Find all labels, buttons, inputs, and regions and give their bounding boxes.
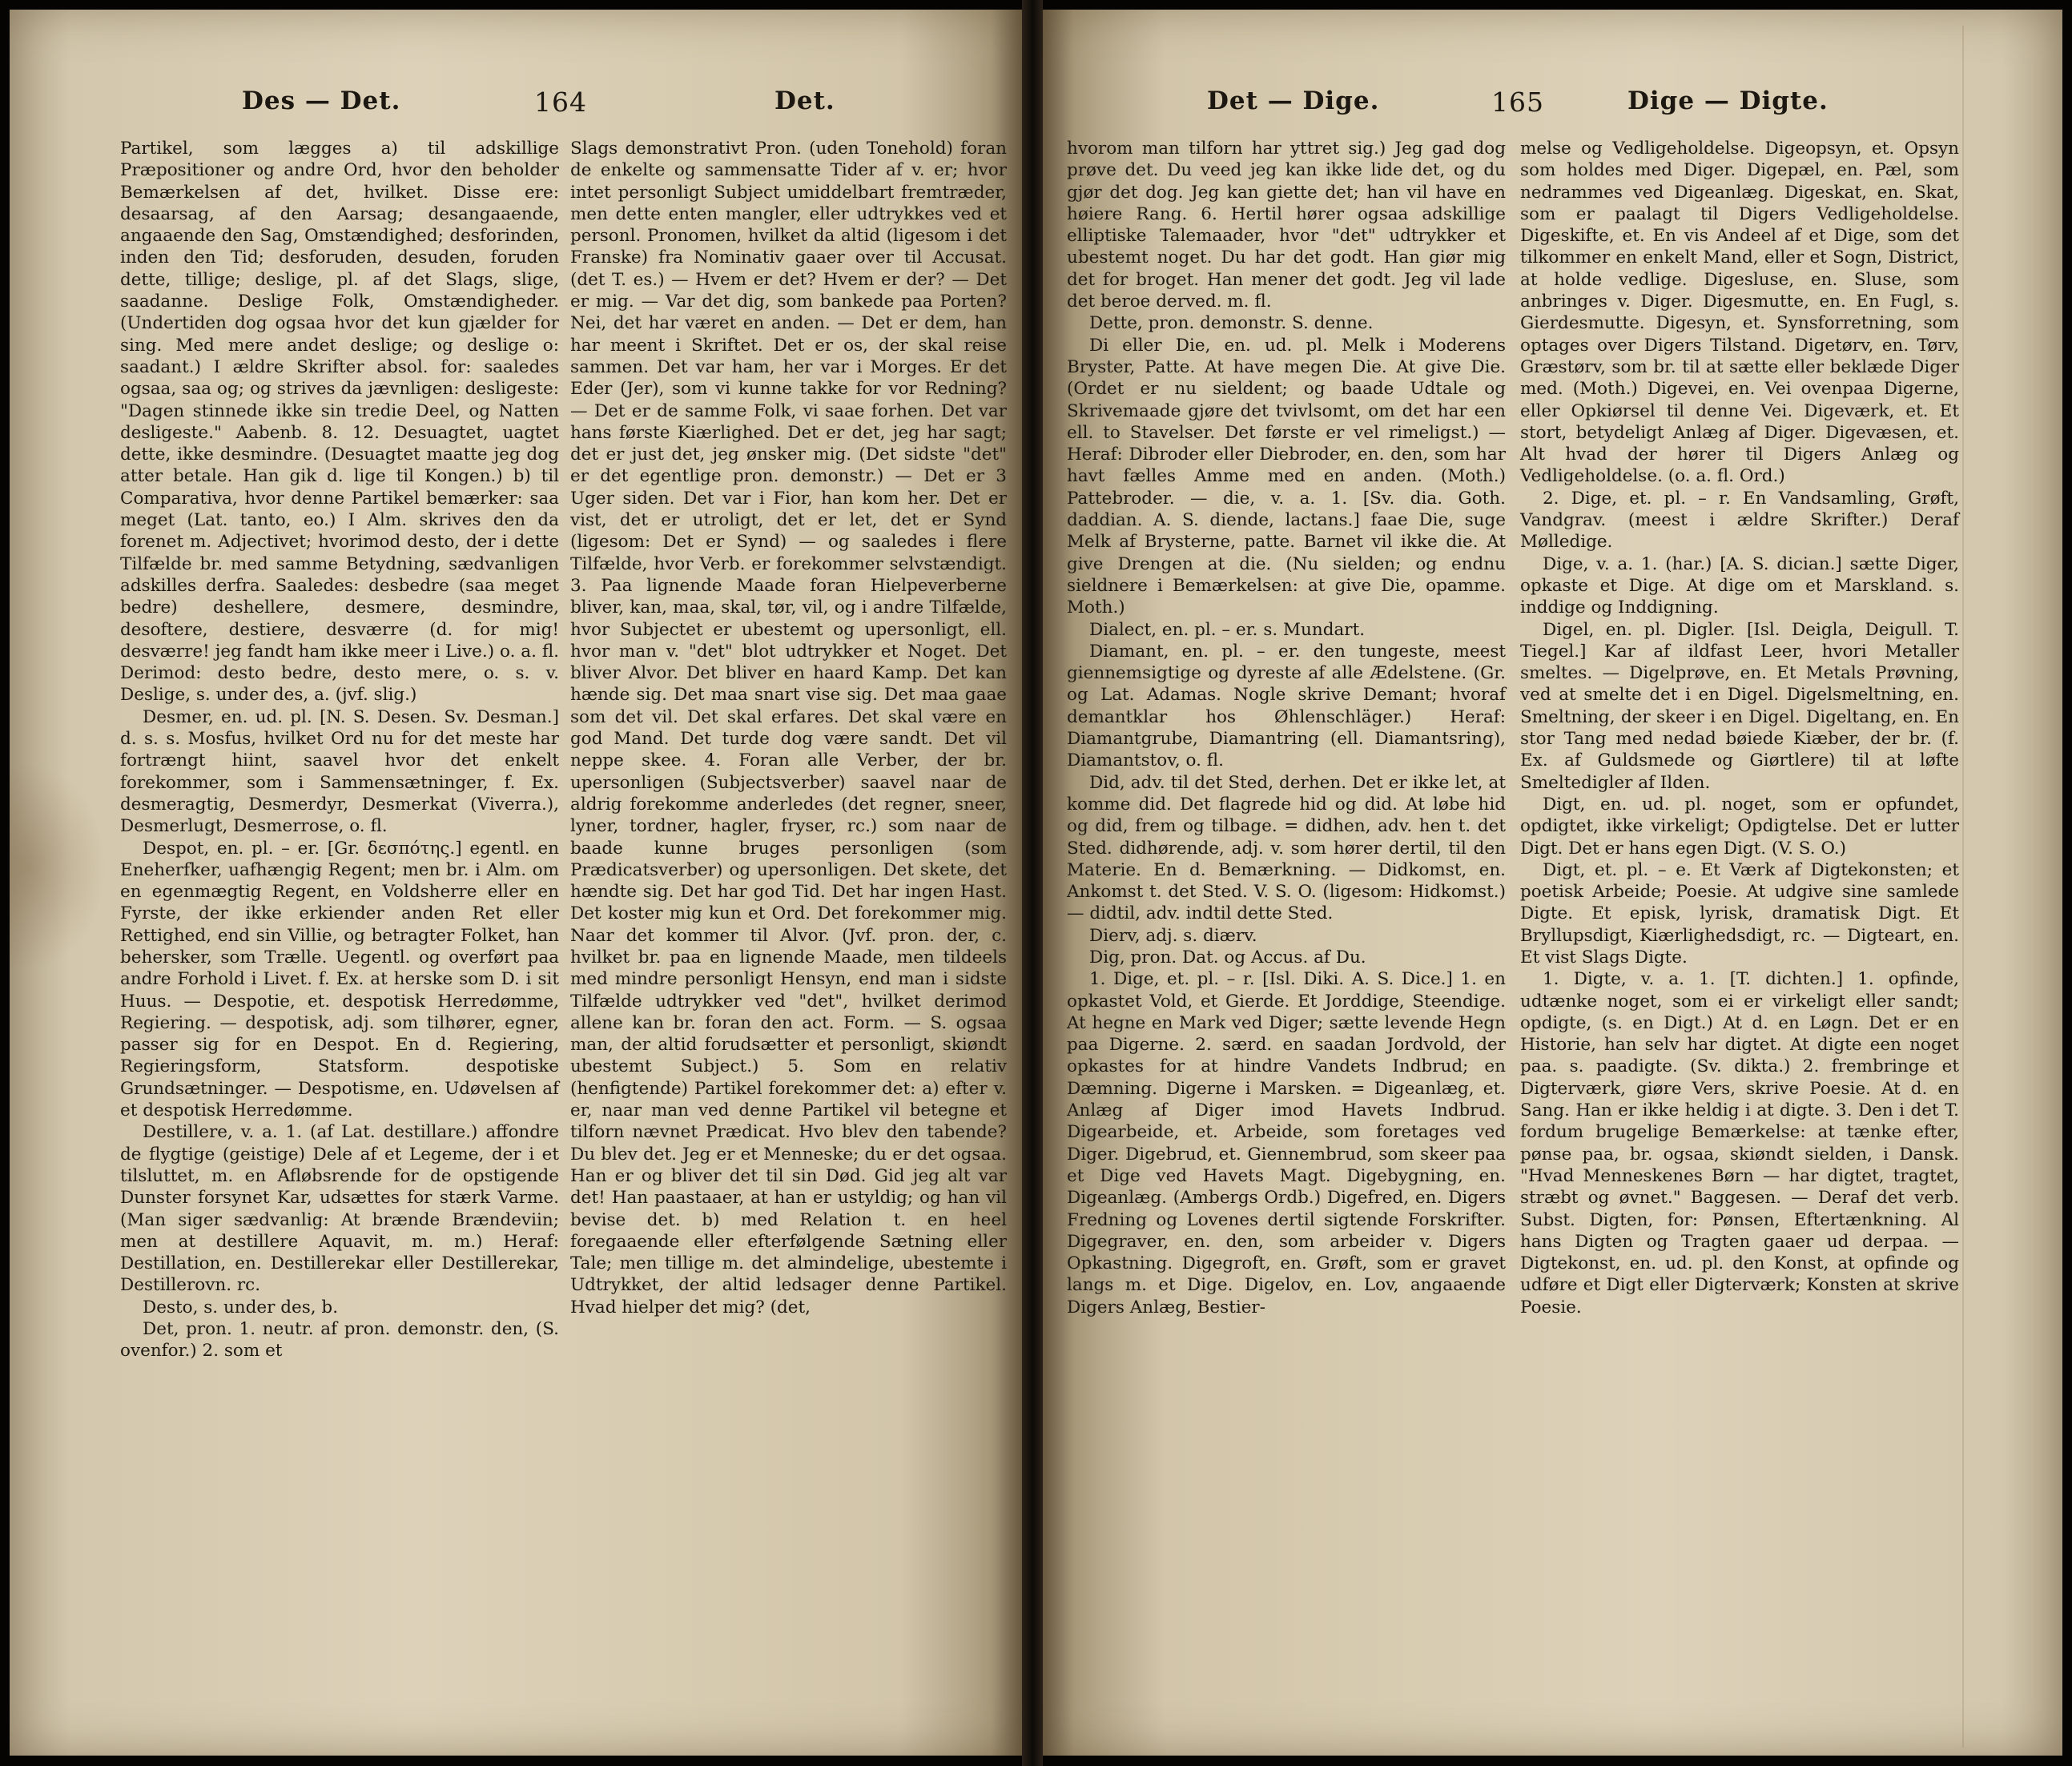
entry-text: Destillere, v. a. 1. (af Lat. destillare.) affondre de flygtige (geistige) Dele af et Legeme, der i et tilsluttet, m. en Afløbsrende for de opstigende Dunster forsynet Kar, udsættes for stærk Varme. (Man siger sædvanlig: At brænde Brændeviin; men at destillere Aquavit, m. m.) Heraf: Destillation, en. Destillerekar eller Destillerekar, Destillerovn. rc.: [120, 1122, 559, 1296]
running-head-right: Det.: [774, 86, 835, 115]
right-page: [1043, 10, 2062, 1756]
entry-text: Dialect, en. pl. – er. s. Mundart.: [1089, 619, 1366, 640]
page-header-right: [1043, 86, 2062, 125]
running-head-left: Det — Dige.: [1207, 86, 1380, 115]
page-number: 165: [1491, 86, 1544, 118]
entry-text: Did, adv. til det Sted, derhen. Det er ikke let, at komme did. Det flagrede hid og did. At løbe hid og did, frem og tilbage. = didhen, adv. hen t. det Sted. didhørende, adj. v. som hører dertil, til den Materie. En d. Bemærkning. — Didkomst, en. Ankomst t. det Sted. V. S. O. (ligesom: Hidkomst.) — didtil, adv. indtil dette Sted.: [1067, 772, 1506, 924]
entry-text: Diamant, en. pl. – er. den tungeste, meest giennemsigtige og dyreste af alle Ædelstene. (Gr. og Lat. Adamas. Nogle skrive Demant; hvoraf demantklar hos Øhlenschläger.) Heraf: Diamantgrube, Diamantring (ell. Diamantsring), Diamantstov, o. fl.: [1067, 641, 1506, 771]
text-column: [1520, 138, 1959, 1318]
entry-text: melse og Vedligeholdelse. Digeopsyn, et. Opsyn som holdes med Diger. Digepæl, en. Pæl, som nedrammes ved Digeanlæg. Digeskat, en. Skat, som er paalagt til Digers Vedligeholdelse. Digeskifte, et. En vis Andeel af et Dige, som det tilkommer en enkelt Mand, eller et Sogn, District, at holde vedlige. Digesluse, en. Sluse, som anbringes v. Diger. Digesmutte, en. En Fugl, s. Gierdesmutte. Digesyn, et. Synsforretning, som optages over Digers Tilstand. Digetørv, en. Tørv, Græstørv, som br. til at sætte eller beklæde Diger med. (Moth.) Digevei, en. Vei ovenpaa Digerne, eller Opkiørsel til denne Vei. Digeværk, et. Et stort, betydeligt Anlæg af Diger. Digevæsen, et. Alt hvad der hører til Digers Anlæg og Vedligeholdelse. (o. a. fl. Ord.): [1520, 139, 1959, 487]
book-gutter: [1022, 0, 1043, 1766]
entry-text: Slags demonstrativt Pron. (uden Tonehold) foran de enkelte og sammensatte Tider af v. er; hvor intet personligt Subject umiddelbart fremtræder, men dette enten mangler, eller udtrykkes ved et personl. Pronomen, hvilket da altid (ligesom i det Franske) fra Nominativ gaaer over til Accusat. (det T. es.) — Hvem er det? Hvem er der? — Det er mig. — Var det dig, som bankede paa Porten? Nei, det har været en anden. — Det er dem, han har meent i Skriftet. Det er os, der skal reise sammen. Det var ham, her var i Morges. Er det Eder (Jer), som vi kunne takke for vor Redning? — Det er de samme Folk, vi saae forhen. Det var hans første Kiærlighed. Det er det, jeg har sagt; det er just det, jeg ønsker mig. (Det sidste "det" er det egentlige pron. demonstr.) — Det er 3 Uger siden. Det var i Fior, han kom her. Det er vist, det er utroligt, det er let, det er Synd (ligesom: Det er Synd) — og saaledes i flere Tilfælde, hvor Verb. er forekommer selvstændigt. 3. Paa lignende Maade foran Hielpeverberne bliver, kan, maa, skal, tør, vil, og i andre Tilfælde, hvor Subjectet er ubestemt og upersonligt, ell. hvor man v. "det" blot udtrykker et Noget. Det bliver Alvor. Det bliver en haard Kamp. Det kan hænde sig. Det maa snart vise sig. Det maa gaae som det vil. Det skal erfares. Det skal være en god Mand. Det turde dog være sandt. Det vil neppe skee. 4. Foran alle Verber, der br. upersonligen (Subjectsverber) saavel naar de aldrig forekomme anderledes (det regner, sneer, lyner, tordner, hagler, fryser, rc.) som naar de baade kunne bruges personligen (som Prædicatsverber) og upersonligen. Det skete, det hændte sig. Det har god Tid. Det har ingen Hast. Det koster mig kun et Ord. Det forekommer mig. Naar det kommer til Alvor. (Jvf. pron. der, c. hvilket br. paa en lignende Maade, men tildeels med mindre personligt Hensyn, end man i sidste Tilfælde udtrykker ved "det", hvilket derimod allene kan br. foran den act. Form. — S. ogsaa man, der altid forudsætter et personligt, skiøndt ubestemt Subject.) 5. Som en relativ (henfigtende) Partikel forekommer det: a) efter v. er, naar man ved denne Partikel vil betegne et tilforn nævnet Prædicat. Hvo blev den tabende? Du blev det. Jeg er et Menneske; du er det ogsaa. Han er og bliver det til sin Død. Gid jeg alt var det! Han paastaaer, at han er ustyldig; og han vil bevise det. b) med Relation t. en heel foregaaende eller efterfølgende Sætning eller Tale; men tillige m. det almindelige, ubestemte i Udtrykket, der altid ledsager denne Partikel. Hvad hielper det mig? (det,: [570, 139, 1007, 1317]
left-page: [10, 10, 1022, 1756]
text-column: [1067, 138, 1506, 1318]
entry-text: 2. Dige, et. pl. – r. En Vandsamling, Grøft, Vandgrav. (meest i ældre Skrifter.) Deraf Mølledige.: [1520, 488, 1959, 553]
running-head-left: Des — Det.: [242, 86, 401, 115]
entry-text: Digt, et. pl. – e. Et Værk af Digtekonsten; et poetisk Arbeide; Poesie. At udgive sine samlede Digte. Et episk, lyrisk, dramatisk Digt. Et Bryllupsdigt, Kiærlighedsdigt, rc. — Digteart, en. Et vist Slags Digte.: [1520, 859, 1959, 967]
page-header-left: [10, 86, 1022, 125]
entry-text: Det, pron. 1. neutr. af pron. demonstr. den, (S. ovenfor.) 2. som et: [120, 1319, 559, 1362]
running-head-right: Dige — Digte.: [1627, 86, 1829, 115]
entry-text: 1. Digte, v. a. 1. [T. dichten.] 1. opfinde, udtænke noget, som ei er virkeligt eller sandt; opdigte, (s. en Digt.) At d. en Løgn. Det er en Historie, han selv har digtet. At digte een noget paa. s. paadigte. (Sv. diktа.) 2. frembringe et Digterværk, giøre Vers, skrive Poesie. At d. en Sang. Han er ikke heldig i at digte. 3. Den i det T. fordum brugelige Bemærkelse: at tænke efter, pønse paa, br. ogsaa, skiøndt sielden, i Dansk. "Hvad Menneskenes Børn — har digtet, tragtet, stræbt og øvnet." Baggesen. — Deraf det verb. Subst. Digten, for: Pønsen, Eftertænkning. Al hans Digten og Tragten gaaer ud derpaa. — Digtekonst, en. ud. pl. den Konst, at opfinde og udføre et Digt eller Digterværk; Konsten at skrive Poesie.: [1520, 969, 1959, 1317]
entry-text: Dette, pron. demonstr. S. denne.: [1089, 313, 1374, 334]
entry-text: Dige, v. a. 1. (har.) [A. S. dician.] sætte Diger, opkaste et Dige. At dige om et Marskland. s. inddige og Inddigning.: [1520, 553, 1959, 618]
text-column: [120, 138, 559, 1362]
page-number: 164: [534, 86, 587, 118]
entry-text: Di eller Die, en. ud. pl. Melk i Moderens Bryster, Patte. At have megen Die. At give Die. (Ordet er nu sieldent; og baade Udtale og Skrivemaade gjøre det tvivlsomt, om det har een ell. to Stavelser. Det første er vel rimeligst.) — Heraf: Dibroder eller Diebroder, en. den, som har havt fælles Amme med en anden. (Moth.) Pattebroder. — die, v. a. 1. [Sv. dia. Goth. daddian. A. S. diende, lactans.] faae Die, suge Melk af Brysterne, patte. Barnet vil ikke die. At give Drengen at die. (Nu sielden; og endnu sieldnere i Bemærkelsen: at give Die, opamme. Moth.): [1067, 335, 1506, 618]
entry-text: Digel, en. pl. Digler. [Isl. Deigla, Deigull. T. Tiegel.] Kar af ildfast Leer, hvori Metaller smeltes. — Digelprøve, en. Et Metals Prøvning, ved at smelte det i en Digel. Digelsmeltning, en. Smeltning, der skeer i en Digel. Digeltang, en. En stor Tang med nedad bøiede Kiæber, der br. (f. Ex. af Guldsmede og Giørtlere) til at løfte Smeltedigler af Ilden.: [1520, 619, 1959, 793]
entry-text: Desto, s. under des, b.: [143, 1297, 339, 1317]
entry-text: Despot, en. pl. – er. [Gr. δεσπότης.] egentl. en Eneherfker, uafhængig Regent; men br. i Alm. om en egenmægtig Regent, en Voldsherre eller en Fyrste, der ikke erkiender anden Ret eller Rettighed, end sin Villie, og betragter Folket, han behersker, som Trælle. Uegentl. og overført paa andre Forhold i Livet. f. Ex. at herske som D. i sit Huus. — Despotie, et. despotisk Herredømme, Regiering. — despotisk, adj. som tilhører, egner, passer sig for en Despot. En d. Regiering, Regieringsform, Statsform. despotiske Grundsætninger. — Despotisme, en. Udøvelsen af et despotisk Herredømme.: [120, 838, 559, 1121]
page-crease: [1962, 26, 1964, 1748]
entry-text: 1. Dige, et. pl. – r. [Isl. Diki. A. S. Dice.] 1. en opkastet Vold, et Gierde. Et Jorddige, Steendige. At hegne en Mark ved Diger; sætte levende Hegn paa Digerne. 2. særd. en saadan Jordvold, der opkastes for at hindre Vandets Indbrud; en Dæmning. Digerne i Marsken. = Digeanlæg, et. Anlæg af Diger imod Havets Indbrud. Digearbeide, et. Arbeide, som foretages ved Diger. Digebrud, et. Giennembrud, som skeer paa et Dige ved Havets Magt. Digebygning, en. Digeanlæg. (Ambergs Ordb.) Digefred, en. Digers Fredning og Lovenes dertil sigtende Forskrifter. Digegraver, en. den, som arbeider v. Digers Opkastning. Digegroft, en. Grøft, som er gravet langs m. et Dige. Digelov, en. Lov, angaaende Digers Anlæg, Bestier-: [1067, 969, 1506, 1317]
entry-text: Partikel, som lægges a) til adskillige Præpositioner og andre Ord, hvor den beholder Bemærkelsen af det, hvilket. Disse ere: desaarsag, af den Aarsag; desangaaende, angaaende den Sag, Omstændighed; desforinden, inden den Tid; desforuden, desuden, foruden dette, tillige; deslige, pl. af det Slags, slige, saadanne. Deslige Folk, Omstændigheder. (Undertiden dog ogsaa hvor det kun gjælder for sing. Med mere andet deslige; og deslige o: saadant.) I ældre Skrifter absol. for: saaledes ogsaa, saa og; og strives da jævnligen: desligeste: "Dagen stinnede ikke sin tredie Deel, og Natten desligeste." Aabenb. 8. 12. Desuagtet, uagtet dette, ikke desmindre. (Desuagtet maatte jeg dog atter betale. Han gik d. lige til Kongen.) b) til Comparativa, hvor denne Partikel bemærker: saa meget (Lat. tanto, eo.) I Alm. skrives den da forenet m. Adjectivet; hvorimod desto, der i dette Tilfælde br. med samme Betydning, sædvanligen adskilles derfra. Saaledes: desbedre (saa meget bedre) deshellere, desmere, desmindre, desoftere, destiere, desværre (d. for mig! desværre! jeg fandt ham ikke meer i Live.) o. a. fl. Derimod: desto bedre, desto mere, o. s. v. Deslige, s. under des, a. (jvf. slig.): [120, 139, 559, 706]
entry-text: Desmer, en. ud. pl. [N. S. Desen. Sv. Desman.] d. s. s. Mosfus, hvilket Ord nu for det meste har fortrængt hiint, saavel hvor det enkelt forekommer, som i Sammensætninger, f. Ex. desmeragtig, Desmerdyr, Desmerkat (Viverra.), Desmerlugt, Desmerrose, o. fl.: [120, 706, 559, 837]
entry-text: hvorom man tilforn har yttret sig.) Jeg gad dog prøve det. Du veed jeg kan ikke lide det, og du gjør det dog. Jeg kan giette det; han vil have en høiere Rang. 6. Hertil hører ogsaa adskillige elliptiske Talemaader, hvor "det" udtrykker et ubestemt noget. Du har det godt. Han giør mig det for broget. Han mener det godt. Jeg vil lade det beroe derved. m. fl.: [1067, 139, 1506, 312]
entry-text: Digt, en. ud. pl. noget, som er opfundet, opdigtet, ikke virkeligt; Opdigtelse. Det er lutter Digt. Det er hans egen Digt. (V. S. O.): [1520, 794, 1959, 859]
entry-text: Dig, pron. Dat. og Accus. af Du.: [1089, 947, 1366, 967]
page-stain: [10, 762, 106, 971]
entry-text: Dierv, adj. s. diærv.: [1089, 925, 1257, 946]
text-column: [570, 138, 1007, 1318]
